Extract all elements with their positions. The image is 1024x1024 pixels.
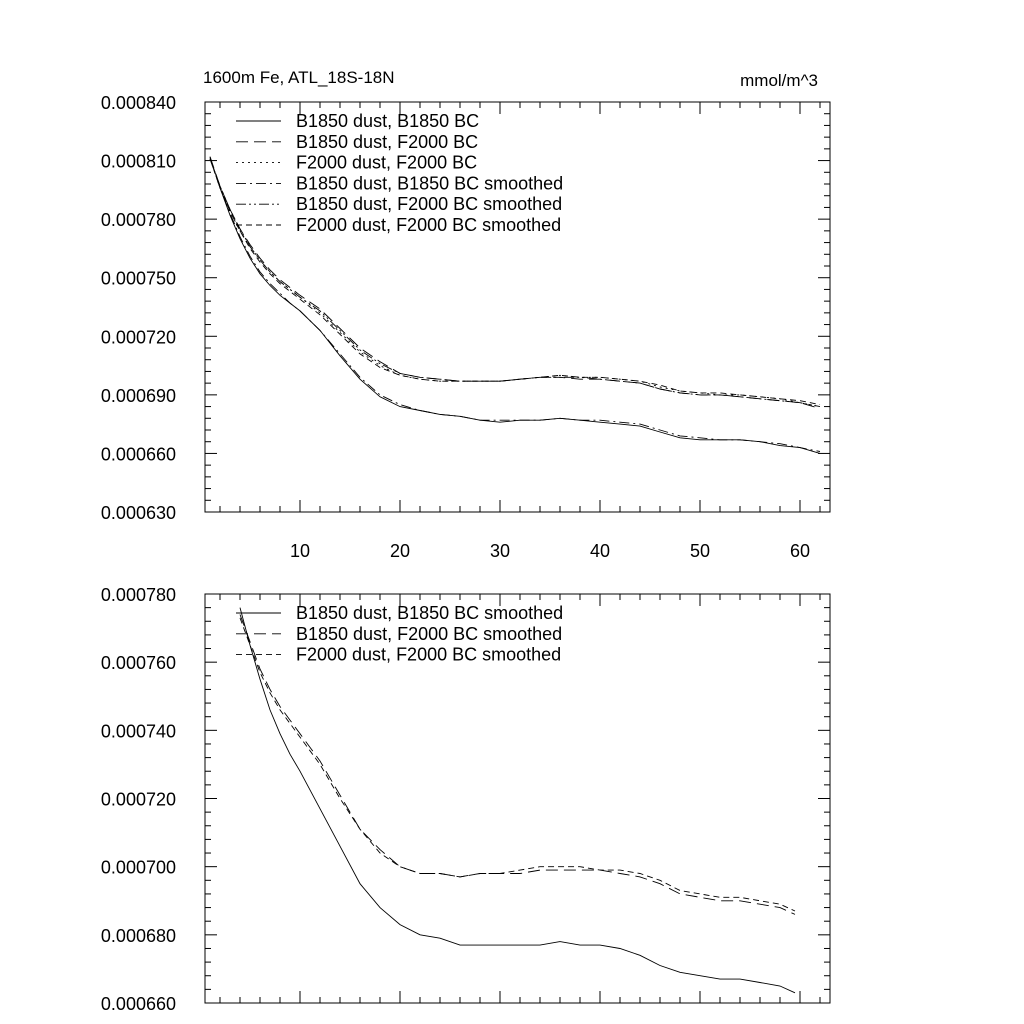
y-tick-label: 0.000780 <box>100 210 176 231</box>
legend-label: B1850 dust, B1850 BC <box>296 111 480 131</box>
y-tick-label: 0.000660 <box>100 994 176 1014</box>
chart-title: 1600m Fe, ATL_18S-18N <box>203 68 395 87</box>
legend-label: B1850 dust, F2000 BC smoothed <box>296 194 563 215</box>
y-tick-label: 0.000750 <box>100 268 176 289</box>
x-tick-label: 30 <box>489 541 511 561</box>
legend-label: B1850 dust, F2000 BC <box>296 131 479 152</box>
y-tick-label: 0.000720 <box>100 327 176 348</box>
x-tick-label: 60 <box>789 541 811 561</box>
y-tick-label: 0.000810 <box>100 151 176 172</box>
legend-label: F2000 dust, F2000 BC smoothed <box>296 215 562 235</box>
y-tick-label: 0.000740 <box>100 721 176 742</box>
x-tick-label: 20 <box>389 541 411 561</box>
legend-label: B1850 dust, F2000 BC smoothed <box>296 623 563 644</box>
y-tick-label: 0.000700 <box>100 857 176 878</box>
x-tick-label: 10 <box>289 541 311 561</box>
series-line-1 <box>240 608 795 993</box>
y-tick-label: 0.000840 <box>100 93 176 113</box>
bottom-panel <box>101 585 830 1014</box>
x-tick-label: 40 <box>589 541 611 561</box>
y-tick-label: 0.000660 <box>100 444 176 465</box>
y-tick-label: 0.000680 <box>100 925 176 946</box>
y-tick-label: 0.000630 <box>100 503 176 523</box>
legend-label: F2000 dust, F2000 BC smoothed <box>296 644 562 665</box>
y-tick-label: 0.000690 <box>100 385 176 406</box>
legend-label: B1850 dust, B1850 BC smoothed <box>296 603 564 623</box>
top-panel <box>101 93 830 561</box>
x-tick-label: 50 <box>689 541 711 561</box>
units-label: mmol/m^3 <box>740 71 818 90</box>
y-tick-label: 0.000760 <box>100 653 176 674</box>
legend-label: B1850 dust, B1850 BC smoothed <box>296 173 564 194</box>
y-tick-label: 0.000780 <box>100 585 176 605</box>
y-tick-label: 0.000720 <box>100 789 176 810</box>
legend-label: F2000 dust, F2000 BC <box>296 152 478 173</box>
